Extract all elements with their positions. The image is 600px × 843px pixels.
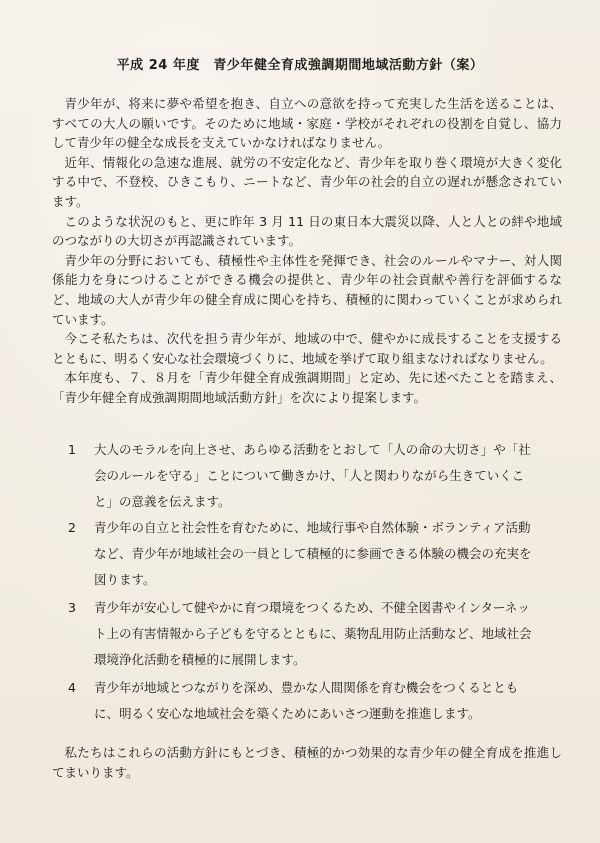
item-number: 2 [68, 520, 76, 535]
closing-paragraph: 私たちはこれらの活動方針にもとづき、積極的かつ効果的な青少年の健全育成を推進してまいります。 [52, 745, 562, 780]
policy-item-2 [68, 515, 538, 593]
list-item [68, 437, 538, 515]
item-text: 大人のモラルを向上させ、あらゆる活動をとおして「人の命の大切さ」や「社会のルールを守る」ことについて働きかけ、「人と関わりながら生きていくこと」の意義を伝えます。 [94, 442, 531, 509]
item-number: 3 [68, 600, 76, 615]
list-item [68, 595, 538, 673]
policy-item-4 [68, 675, 538, 727]
intro-section [52, 94, 562, 408]
paragraph: 青少年の分野においても、積極性や主体性を発揮でき、社会のルールやマナー、対人関係能力を身につけることができる機会の提供と、青少年の社会貢献や善行を評価するなど、地域の大人が青少年の健全育成に関心を持ち、積極的に関わっていくことが求められています。 [52, 252, 562, 327]
item-text: 青少年が安心して健やかに育つ環境をつくるため、不健全図書やインターネット上の有害情報から子どもを守るとともに、薬物乱用防止活動など、地域社会環境浄化活動を積極的に展開します。 [94, 600, 532, 667]
item-text: 青少年が地域とつながりを深め、豊かな人間関係を育む機会をつくるとともに、明るく安心な地域社会を築くためにあいさつ運動を推進します。 [94, 680, 519, 721]
paragraph: 本年度も、７、８月を「青少年健全育成強調期間」と定め、先に述べたことを踏まえ、「青少年健全育成強調期間地域活動方針」を次により提案します。 [52, 370, 562, 405]
item-number: 1 [68, 442, 76, 457]
item-number: 4 [68, 680, 76, 695]
policy-item-3 [68, 595, 538, 673]
list-item [68, 515, 538, 593]
list-item [68, 675, 538, 727]
paragraph: このような状況のもと、更に昨年 3 月 11 日の東日本大震災以降、人と人との絆や地域のつながりの大切さが再認識されています。 [52, 213, 562, 249]
item-text: 青少年の自立と社会性を育むために、地域行事や自然体験・ボランティア活動など、青少年が地域社会の一員として積極的に参画できる体験の機会の充実を図ります。 [94, 520, 532, 587]
paragraph: 近年、情報化の急速な進展、就労の不安定化など、青少年を取り巻く環境が大きく変化する中で、不登校、ひきこもり、ニートなど、青少年の社会的自立の遅れが懸念されています。 [52, 154, 562, 209]
document-title: 平成 24 年度 青少年健全育成強調期間地域活動方針（案） [116, 58, 484, 73]
paragraph: 今こそ私たちは、次代を担う青少年が、地域の中で、健やかに成長することを支援するとともに、明るく安心な社会環境づくりに、地域を挙げて取り組まなければなりません。 [52, 331, 562, 366]
paragraph: 青少年が、将来に夢や希望を抱き、自立への意欲を持って充実した生活を送ることは、すべての大人の願いです。そのために地域・家庭・学校がそれぞれの役割を自覚し、協力して青少年の健全な成長を支えていかなければなりません。 [52, 96, 562, 151]
closing-section [52, 743, 562, 782]
policy-item-1 [68, 437, 538, 515]
